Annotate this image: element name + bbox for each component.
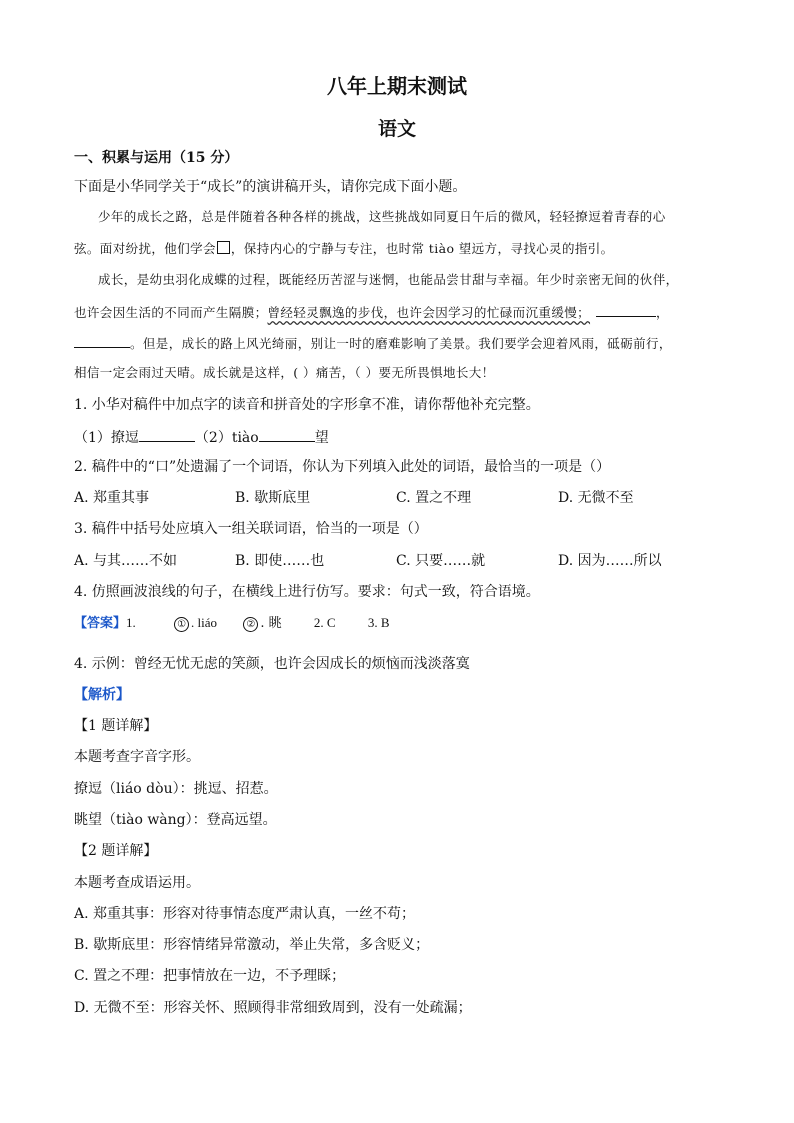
analysis-h1: 【1 题详解】 bbox=[74, 718, 158, 734]
analysis-h2: 【2 题详解】 bbox=[74, 843, 158, 859]
analysis-h2-c: C. 置之不理：把事情放在一边，不予理睬； bbox=[74, 968, 346, 984]
passage-p2-line2-a: 也许会因生活的不同而产生隔膜； bbox=[74, 305, 268, 320]
q1-blank-a bbox=[139, 427, 195, 442]
question-3: 3. 稿件中括号处应填入一组关联词语，恰当的一项是（） bbox=[74, 521, 428, 537]
passage-p2-line1: 成长，是幼虫羽化成蝶的过程，既能经历苦涩与迷惘，也能品尝甘甜与幸福。年少时亲密无间的伙伴， bbox=[98, 272, 679, 287]
section-intro: 下面是小华同学关于“成长”的演讲稿开头，请你完成下面小题。 bbox=[74, 179, 467, 195]
question-1-subparts bbox=[74, 427, 329, 447]
passage-p2-line2-end: ， bbox=[656, 305, 669, 320]
q3-option-c: C. 只要……就 bbox=[396, 553, 486, 569]
analysis-h1-text: 本题考查字音字形。 bbox=[74, 749, 200, 765]
q2-option-a: A. 郑重其事 bbox=[74, 490, 150, 506]
imitation-blank-1 bbox=[596, 302, 656, 317]
passage-p2-line2 bbox=[74, 302, 669, 322]
circled-one: ① bbox=[174, 617, 189, 632]
answer-1-1: . liáo bbox=[191, 615, 218, 630]
answer-3: 3. B bbox=[367, 615, 390, 630]
missing-word-box bbox=[217, 241, 230, 254]
q1-sub-b: （2）tiào bbox=[194, 430, 259, 446]
q3-option-d: D. 因为……所以 bbox=[558, 553, 662, 569]
analysis-h2-text: 本题考查成语运用。 bbox=[74, 875, 200, 891]
passage-p1-line2 bbox=[74, 240, 614, 258]
analysis-tag: 【解析】 bbox=[74, 687, 130, 703]
document-title: 八年上期末测试 bbox=[327, 74, 467, 98]
analysis-h2-d: D. 无微不至：形容关怀、照顾得非常细致周到，没有一处疏漏； bbox=[74, 1000, 472, 1016]
q1-sub-a: （1）撩逗 bbox=[74, 430, 139, 446]
document-subtitle: 语文 bbox=[377, 118, 416, 140]
q3-option-b: B. 即使……也 bbox=[235, 553, 325, 569]
q1-sub-c: 望 bbox=[314, 430, 329, 446]
answer-tag: 【答案】 bbox=[74, 616, 127, 631]
passage-p1-line2-a: 弦。面对纷扰，他们学会 bbox=[74, 241, 216, 256]
analysis-h1-item1: 撩逗（liáo dòu）：挑逗、招惹。 bbox=[74, 781, 278, 797]
passage-p1-line1: 少年的成长之路，总是伴随着各种各样的挑战，这些挑战如同夏日午后的微风，轻轻撩逗着青春的心 bbox=[98, 209, 666, 224]
passage-p2-line4: 相信一定会雨过天晴。成长就是这样，( ）痛苦，（ ）要无所畏惧地长大！ bbox=[74, 365, 495, 380]
q2-option-c: C. 置之不理 bbox=[396, 490, 472, 506]
imitation-blank-2 bbox=[74, 333, 130, 348]
section-heading: 一、积累与运用（15 分） bbox=[74, 150, 239, 166]
q1-blank-b bbox=[259, 427, 315, 442]
answer-1-2: . 眺 bbox=[260, 616, 282, 631]
analysis-h2-a: A. 郑重其事：形容对待事情态度严肃认真，一丝不苟； bbox=[74, 906, 416, 922]
passage-p2-line3 bbox=[74, 333, 672, 353]
answer-num: 1. bbox=[126, 615, 136, 630]
wavy-underlined-sentence: 曾经轻灵飘逸的步伐，也许会因学习的忙碌而沉重缓慢； bbox=[267, 305, 591, 320]
passage-p2-line3-b: 。但是，成长的路上风光绮丽，别让一时的磨难影响了美景。我们要学会迎着风雨，砥砺前行， bbox=[130, 336, 672, 351]
q2-option-b: B. 歇斯底里 bbox=[235, 490, 311, 506]
answer-4: 4. 示例：曾经无忧无虑的笑颜，也许会因成长的烦恼而浅淡落寞 bbox=[74, 656, 470, 672]
analysis-h2-b: B. 歇斯底里：形容情绪异常激动，举止失常，多含贬义； bbox=[74, 937, 430, 953]
question-1: 1. 小华对稿件中加点字的读音和拼音处的字形拿不准，请你帮他补充完整。 bbox=[74, 397, 540, 413]
q2-option-d: D. 无微不至 bbox=[558, 490, 634, 506]
circled-two: ② bbox=[243, 617, 258, 632]
question-2: 2. 稿件中的“口”处遗漏了一个词语，你认为下列填入此处的词语，最恰当的一项是（） bbox=[74, 459, 611, 475]
answer-2: 2. C bbox=[313, 615, 336, 630]
question-4: 4. 仿照画波浪线的句子，在横线上进行仿写。要求：句式一致，符合语境。 bbox=[74, 584, 540, 600]
q3-option-a: A. 与其……不如 bbox=[74, 553, 178, 569]
answer-line bbox=[74, 614, 390, 633]
passage-p1-line2-b: ，保持内心的宁静与专注，也时常 tiào 望远方，寻找心灵的指引。 bbox=[230, 241, 614, 256]
analysis-h1-item2: 眺望（tiào wàng）：登高远望。 bbox=[74, 812, 277, 828]
